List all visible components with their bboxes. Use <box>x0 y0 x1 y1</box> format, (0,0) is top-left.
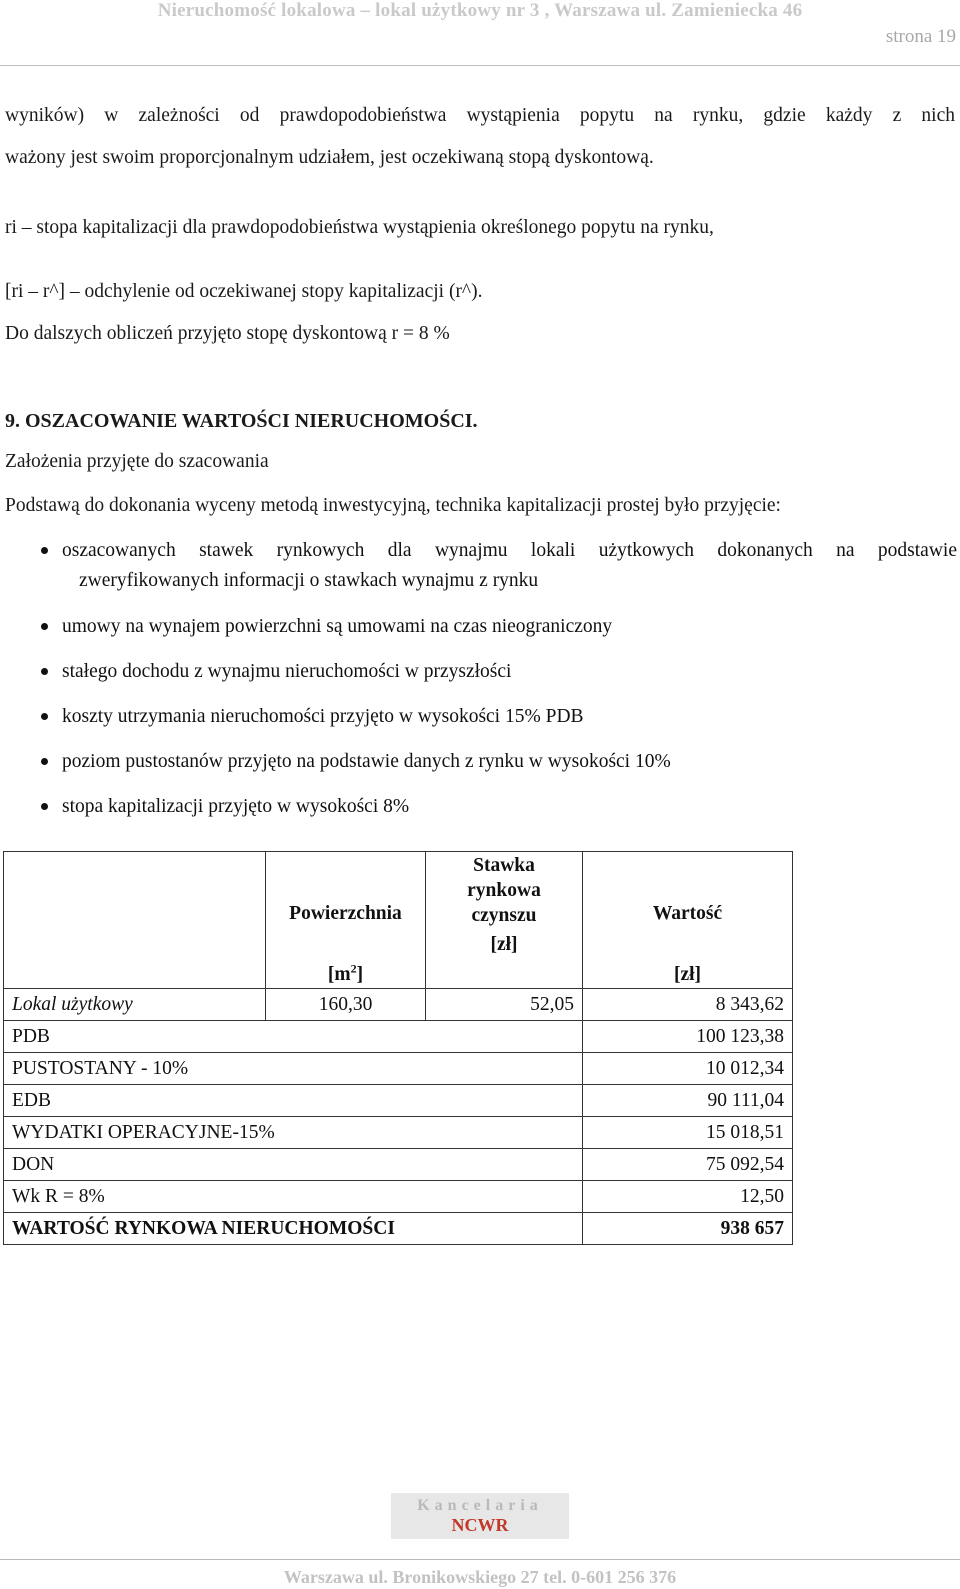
assumptions-list <box>40 536 957 837</box>
row-value: 938 657 <box>583 1213 793 1245</box>
table-row-total <box>4 1213 793 1245</box>
list-item-text: oszacowanych stawek rynkowych dla wynajmu lokali użytkowych dokonanych na podstawie <box>62 540 957 561</box>
page-footer: Warszawa ul. Bronikowskiego 27 tel. 0-601 256 376 <box>283 1567 677 1587</box>
subheading: Założenia przyjęte do szacowania <box>5 451 269 472</box>
company-logo <box>391 1493 569 1539</box>
row-value: 10 012,34 <box>583 1053 793 1085</box>
paragraph-discount-rate: Do dalszych obliczeń przyjęto stopę dyskontową r = 8 % <box>5 323 450 344</box>
row-label: DON <box>4 1149 583 1181</box>
row-value: 15 018,51 <box>583 1117 793 1149</box>
row-value: 8 343,62 <box>583 989 793 1021</box>
header-rate-label: Stawka rynkowa czynszu [zł] <box>467 855 541 955</box>
header-area-unit: $[m^2]$ <box>327 961 364 985</box>
paragraph-line: ważony jest swoim proporcjonalnym udziałem, jest oczekiwaną stopą dyskontową. <box>5 147 654 168</box>
page-header-title: Nieruchomość lokalowa – lokal użytkowy nr 3 , Warszawa ul. Zamieniecka 46 <box>157 0 803 21</box>
row-label: Lokal użytkowy <box>4 989 266 1021</box>
list-item-text: zweryfikowanych informacji o stawkach wynajmu z rynku <box>79 570 539 591</box>
row-rate: 52,05 <box>426 989 583 1021</box>
list-item: stopa kapitalizacji przyjęto w wysokości 8% <box>40 792 957 837</box>
header-divider <box>0 65 960 66</box>
table-row <box>4 989 793 1021</box>
table-row <box>4 1021 793 1053</box>
list-item: umowy na wynajem powierzchni są umowami na czas nieograniczony <box>40 612 957 657</box>
table-row <box>4 1181 793 1213</box>
list-item: koszty utrzymania nieruchomości przyjęto w wysokości 15% PDB <box>40 702 957 747</box>
header-cell-empty <box>4 852 266 989</box>
paragraph-ri: ri – stopa kapitalizacji dla prawdopodobieństwa wystąpienia określonego popytu na rynku, <box>5 217 714 238</box>
header-cell-value <box>583 852 793 989</box>
paragraph-deviation: [ri – r^] – odchylenie od oczekiwanej stopy kapitalizacji (r^). <box>5 281 483 302</box>
valuation-table <box>3 851 793 1245</box>
row-value: 75 092,54 <box>583 1149 793 1181</box>
list-item: stałego dochodu z wynajmu nieruchomości w przyszłości <box>40 657 957 702</box>
row-value: 90 111,04 <box>583 1085 793 1117</box>
header-area-label: Powierzchnia <box>289 903 402 924</box>
row-label: Wk R = 8% <box>4 1181 583 1213</box>
row-value: 12,50 <box>583 1181 793 1213</box>
table-row <box>4 1117 793 1149</box>
header-cell-area <box>266 852 426 989</box>
row-label: WARTOŚĆ RYNKOWA NIERUCHOMOŚCI <box>4 1213 583 1245</box>
page-number: strona 19 <box>885 26 956 47</box>
row-label: EDB <box>4 1085 583 1117</box>
list-item <box>40 536 957 612</box>
section-heading: 9. OSZACOWANIE WARTOŚCI NIERUCHOMOŚCI. <box>5 410 478 432</box>
logo-text: Kancelaria <box>417 1497 543 1514</box>
intro-paragraph: Podstawą do dokonania wyceny metodą inwestycyjną, technika kapitalizacji prostej było przyjęcie: <box>5 495 781 516</box>
row-label: PDB <box>4 1021 583 1053</box>
table-row <box>4 1149 793 1181</box>
row-area: 160,30 <box>266 989 426 1021</box>
paragraph-line: wyników) w zależności od prawdopodobieństwa wystąpienia popytu na rynku, gdzie każdy z nich <box>5 105 955 126</box>
row-label: PUSTOSTANY - 10% <box>4 1053 583 1085</box>
header-cell-rate <box>426 852 583 989</box>
header-value-unit: [zł] <box>673 964 702 985</box>
row-label: WYDATKI OPERACYJNE-15% <box>4 1117 583 1149</box>
table-row <box>4 1085 793 1117</box>
table-header-row <box>4 852 793 989</box>
list-item: poziom pustostanów przyjęto na podstawie danych z rynku w wysokości 10% <box>40 747 957 792</box>
footer-divider <box>0 1559 960 1560</box>
table-row <box>4 1053 793 1085</box>
logo-brand: NCWR <box>451 1515 509 1535</box>
row-value: 100 123,38 <box>583 1021 793 1053</box>
header-value-label: Wartość <box>652 903 723 924</box>
